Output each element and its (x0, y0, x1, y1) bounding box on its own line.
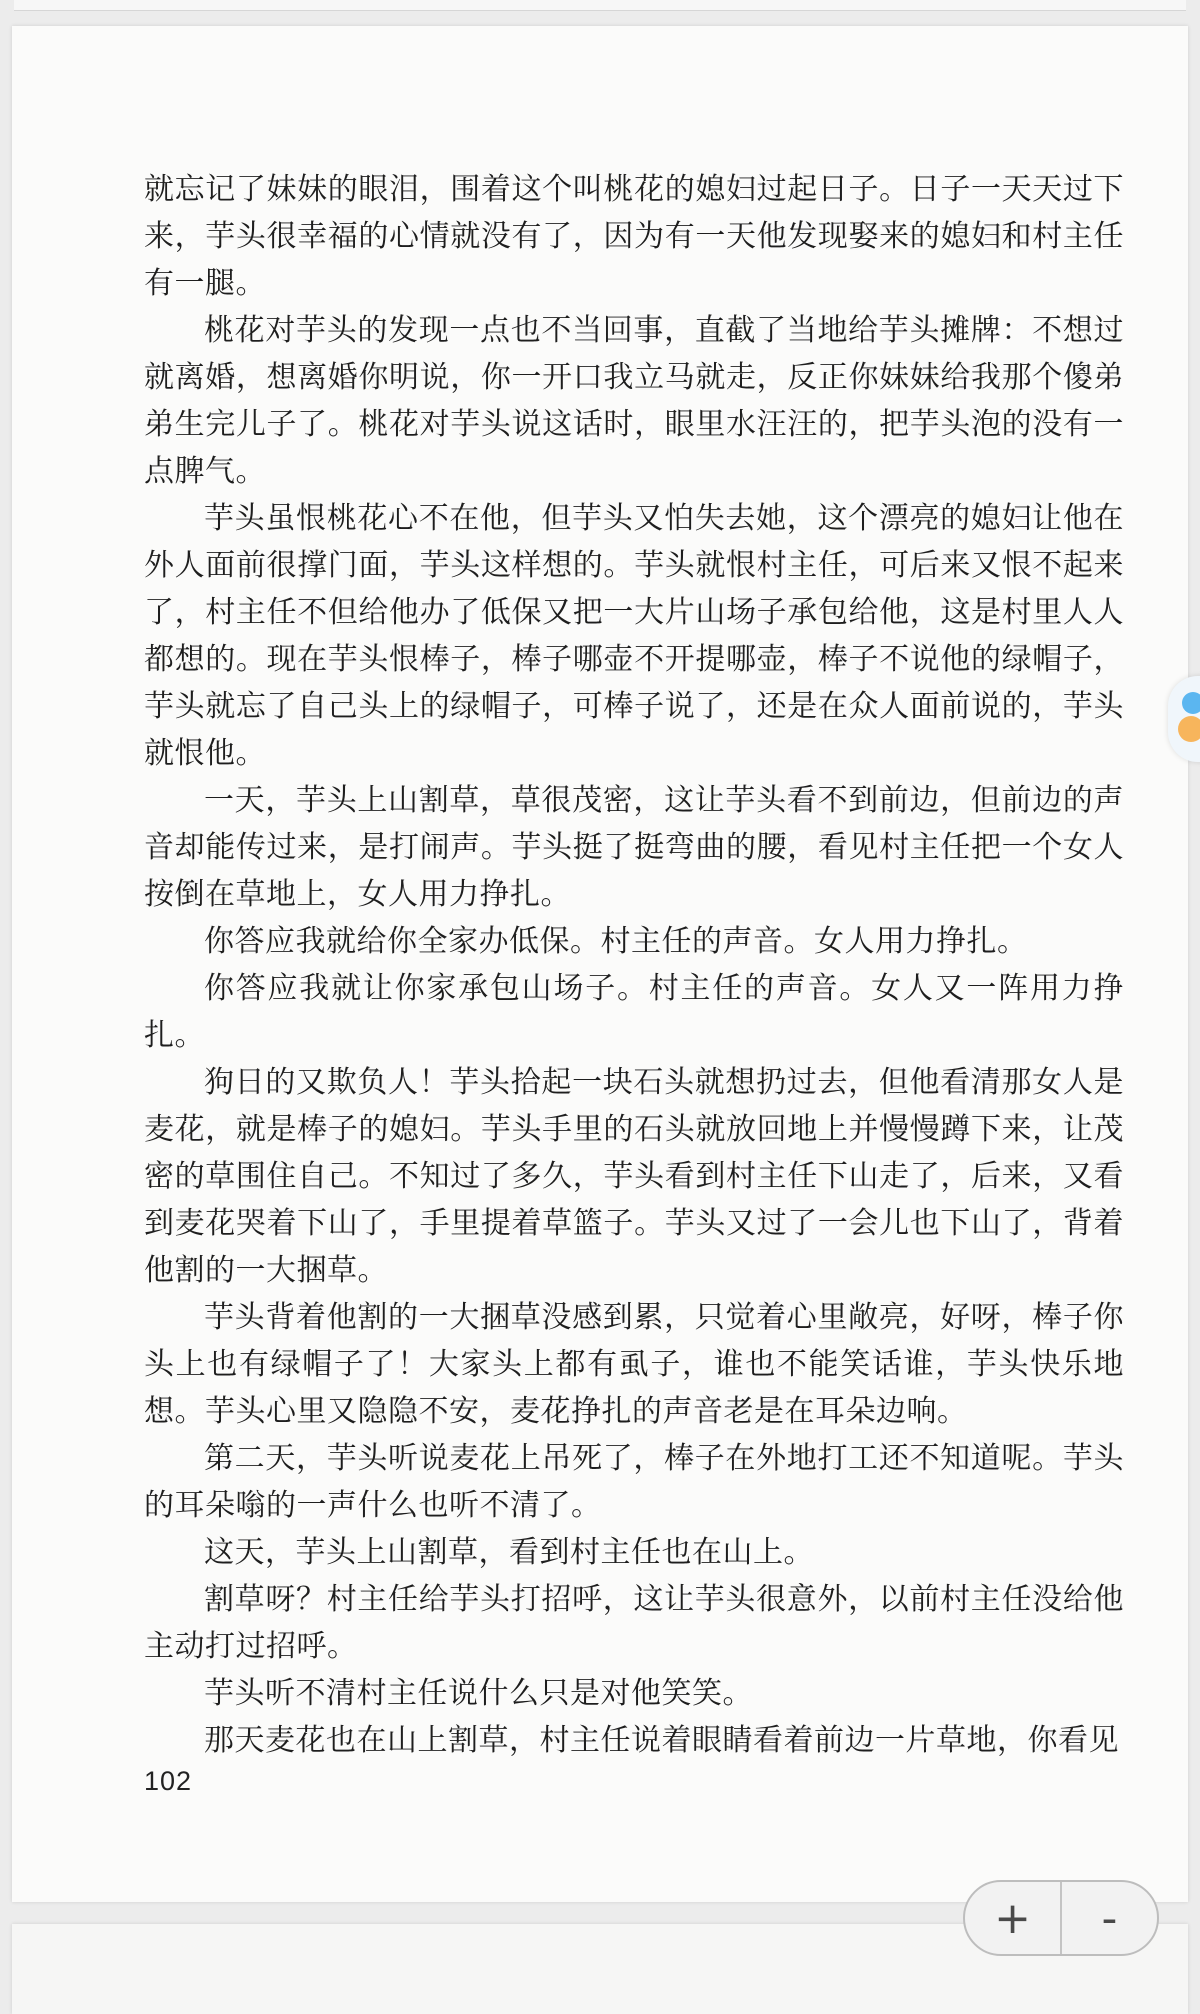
paragraph-3: 芋头虽恨桃花心不在他，但芋头又怕失去她，这个漂亮的媳妇让他在外人面前很撑门面，芋头这样想的。芋头就恨村主任，可后来又恨不起来了，村主任不但给他办了低保又把一大片山场子承包给他，这是村里人人都想的。现在芋头恨棒子，棒子哪壶不开提哪壶，棒子不说他的绿帽子，芋头就忘了自己头上的绿帽子，可棒子说了，还是在众人面前说的，芋头就恨他。 (144, 501, 1124, 771)
zoom-out-button[interactable]: - (1101, 1892, 1118, 1944)
previous-page-edge (14, 0, 1186, 11)
paragraph-10: 这天，芋头上山割草，看到村主任也在山上。 (204, 1535, 814, 1570)
paragraph-9: 第二天，芋头听说麦花上吊死了，棒子在外地打工还不知道呢。芋头的耳朵嗡的一声什么也听不清了。 (144, 1441, 1124, 1523)
page-text (144, 166, 1124, 1764)
zoom-control (963, 1880, 1159, 1956)
page-number: 102 (144, 1766, 193, 1796)
paragraph-4: 一天，芋头上山割草，草很茂密，这让芋头看不到前边，但前边的声音却能传过来，是打闹声。芋头挺了挺弯曲的腰，看见村主任把一个女人按倒在草地上，女人用力挣扎。 (144, 783, 1124, 912)
assistant-blue-dot-icon (1182, 692, 1200, 714)
paragraph-12: 芋头听不清村主任说什么只是对他笑笑。 (204, 1676, 753, 1711)
paragraph-1: 就忘记了妹妹的眼泪，围着这个叫桃花的媳妇过起日子。日子一天天过下来，芋头很幸福的心情就没有了，因为有一天他发现娶来的媳妇和村主任有一腿。 (144, 172, 1124, 301)
paragraph-7: 狗日的又欺负人！芋头拾起一块石头就想扔过去，但他看清那女人是麦花，就是棒子的媳妇。芋头手里的石头就放回地上并慢慢蹲下来，让茂密的草围住自己。不知过了多久，芋头看到村主任下山走了，后来，又看到麦花哭着下山了，手里提着草篮子。芋头又过了一会儿也下山了，背着他割的一大捆草。 (144, 1065, 1124, 1288)
paragraph-6: 你答应我就让你家承包山场子。村主任的声音。女人又一阵用力挣扎。 (144, 971, 1124, 1053)
paragraph-8: 芋头背着他割的一大捆草没感到累，只觉着心里敞亮，好呀，棒子你头上也有绿帽子了！大家头上都有虱子，谁也不能笑话谁，芋头快乐地想。芋头心里又隐隐不安，麦花挣扎的声音老是在耳朵边响。 (144, 1300, 1124, 1429)
zoom-in-button[interactable]: + (994, 1892, 1031, 1944)
assistant-orange-dot-icon (1178, 716, 1200, 742)
paragraph-13: 那天麦花也在山上割草，村主任说着眼睛看着前边一片草地，你看见 (204, 1723, 1119, 1758)
assistant-bubble-icon[interactable] (1168, 676, 1200, 762)
paragraph-5: 你答应我就给你全家办低保。村主任的声音。女人用力挣扎。 (204, 924, 1028, 959)
paragraph-2: 桃花对芋头的发现一点也不当回事，直截了当地给芋头摊牌：不想过就离婚，想离婚你明说，你一开口我立马就走，反正你妹妹给我那个傻弟弟生完儿子了。桃花对芋头说这话时，眼里水汪汪的，把芋头泡的没有一点脾气。 (144, 313, 1124, 489)
paragraph-11: 割草呀？村主任给芋头打招呼，这让芋头很意外，以前村主任没给他主动打过招呼。 (144, 1582, 1124, 1664)
